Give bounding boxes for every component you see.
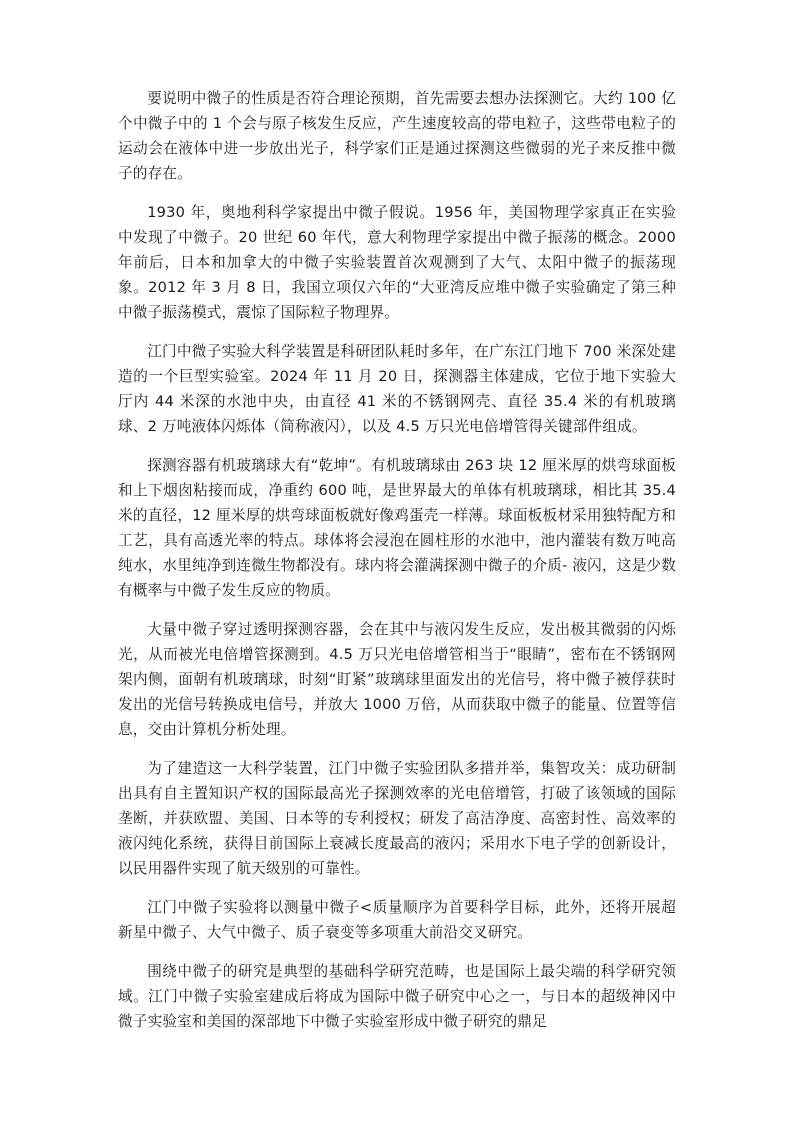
paragraph-1: 要说明中微子的性质是否符合理论预期，首先需要去想办法探测它。大约 100 亿个中微子中的 1 个会与原子核发生反应，产生速度较高的带电粒子，这些带电粒子的运动会在液体中进一步放出光子，科学家们正是通过探测这些微弱的光子来反推中微子的存在。: [118, 90, 676, 182]
paragraph-4: 探测容器有机玻璃球大有“乾坤”。有机玻璃球由 263 块 12 厘米厚的烘弯球面板和上下烟囱粘接而成，净重约 600 吨，是世界最大的单体有机玻璃球，相比其 35.4 米的直径，12 厘米厚的烘弯球面板就好像鸡蛋壳一样薄。球面板板材采用独特配方和工艺，具有高透光率的特点。球体将会浸泡在圆柱形的水池中，池内灌装有数万吨高纯水，水里纯净到连微生物都没有。球内将会灌满探测中微子的介质- 液闪，这是少数有概率与中微子发生反应的物质。: [118, 457, 676, 599]
paragraph-7: 江门中微子实验将以测量中微子<质量顺序为首要科学目标，此外，还将开展超新星中微子、大气中微子、质子衰变等多项重大前沿交叉研究。: [118, 899, 676, 941]
paragraph-6: 为了建造这一大科学装置，江门中微子实验团队多措并举，集智攻关：成功研制出具有自主置知识产权的国际最高光子探测效率的光电倍增管，打破了该领域的国际垄断，并获欧盟、美国、日本等的专利授权；研发了高洁净度、高密封性、高效率的液闪纯化系统，获得目前国际上衰减长度最高的液闪；采用水下电子学的创新设计，以民用器件实现了航天级别的可靠性。: [118, 760, 676, 877]
paragraph-3: 江门中微子实验大科学装置是科研团队耗时多年，在广东江门地下 700 米深处建造的一个巨型实验室。2024 年 11 月 20 日，探测器主体建成，它位于地下实验大厅内 44 米深的水池中央，由直径 41 米的不锈钢网壳、直径 35.4 米的有机玻璃球、2 万吨液体闪烁体（简称液闪），以及 4.5 万只光电倍增管得关键部件组成。: [118, 343, 676, 435]
paragraph-8: 围绕中微子的研究是典型的基础科学研究范畴，也是国际上最尖端的科学研究领域。江门中微子实验室建成后将成为国际中微子研究中心之一，与日本的超级神冈中微子实验室和美国的深部地下中微子实验室形成中微子研究的鼎足: [118, 963, 676, 1030]
paragraph-5: 大量中微子穿过透明探测容器，会在其中与液闪发生反应，发出极其微弱的闪烁光，从而被光电倍增管探测到。4.5 万只光电倍增管相当于“眼睛”，密布在不锈钢网架内侧，面朝有机玻璃球，时刻“盯紧”玻璃球里面发出的光信号，将中微子被俘获时发出的光信号转换成电信号，并放大 1000 万倍，从而获取中微子的能量、位置等信息，交由计算机分析处理。: [118, 621, 676, 738]
document-body: [118, 86, 676, 1048]
paragraph-2: 1930 年，奥地利科学家提出中微子假说。1956 年，美国物理学家真正在实验中发现了中微子。20 世纪 60 年代，意大利物理学家提出中微子振荡的概念。2000 年前后，日本和加拿大的中微子实验装置首次观测到了大气、太阳中微子的振荡现象。2012 年 3 月 8 日，我国立项仅六年的“大亚湾反应堆中微子实验确定了第三种中微子振荡模式，震惊了国际粒子物理界。: [118, 204, 676, 321]
